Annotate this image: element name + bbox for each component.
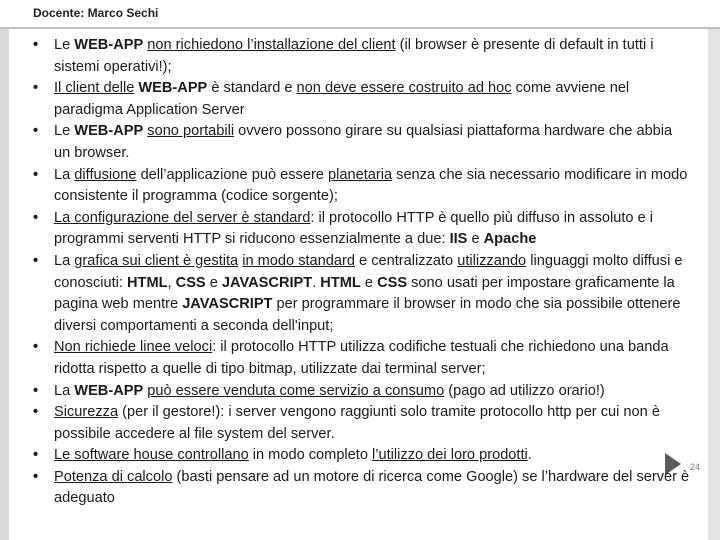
bullet-text-run: IIS (449, 231, 468, 248)
bullet-text-run: WEB-APP (138, 80, 208, 97)
bullet-text-run: sono usati per impostare graficamente la pagina web mentre (54, 274, 675, 313)
bullet-dot-icon: • (33, 166, 39, 183)
bullet-text-run: . (527, 447, 532, 464)
bullet-text-run: dell’applicazione può essere (136, 166, 328, 183)
bullet-item (30, 251, 690, 337)
bullet-dot-icon: • (33, 37, 39, 53)
bullet-text-run: in modo completo (248, 447, 373, 464)
bullet-dot-icon: • (33, 252, 39, 269)
bullet-text-run: e (360, 274, 378, 291)
bullet-text-run: non richiedono (147, 37, 244, 53)
bullet-text-run: come avviene nel paradigma Application Server (54, 80, 630, 118)
bullet-text-run: (il browser è presente di default in tutti i sistemi operativi!); (54, 37, 654, 75)
bullet-text-run: Potenza di calcolo (54, 468, 173, 485)
bullet-text-run: Le (54, 37, 75, 53)
bullet-text-run: Le software house controllano (54, 447, 249, 464)
bullet-text-run: La (54, 382, 75, 399)
bullet-text-run: grafica sui client è gestita (74, 252, 239, 269)
slide-header (0, 0, 720, 27)
bullet-text-run: La (54, 252, 75, 269)
bullet-text-run: l’installazione del client (243, 37, 396, 53)
bullet-text-run: Apache (483, 231, 537, 248)
bullet-text-run: . (312, 274, 321, 291)
bullet-item (30, 121, 690, 164)
bullet-item (30, 381, 690, 403)
bullet-text-run: Le (54, 123, 75, 140)
bullet-item (30, 78, 690, 121)
bullet-text-run: sono portabili (147, 123, 235, 140)
bullet-text-run: (per il gestore!): i server vengono raggiunti solo tramite protocollo http per cui non è possibile accedere al file system del server. (54, 404, 660, 442)
bullet-text-run: CSS (175, 274, 206, 291)
bullet-text-run: : il protocollo HTTP utilizza codifiche testuali che richiedono una banda ridotta rispetto a quelle di tipo bitmap, utilizzate dai terminal server; (54, 339, 669, 377)
bullet-text-run: senza che sia necessario modificare in modo consistente il programma (codice sorgente); (54, 166, 688, 205)
bullet-text-run: può essere venduta come servizio a consumo (147, 382, 445, 399)
bullet-text-run: Il client delle (54, 80, 135, 97)
bullet-dot-icon: • (33, 123, 39, 140)
bullet-text-run: diffusione (74, 166, 137, 183)
bullet-text-run: l’utilizzo dei loro prodotti (372, 447, 528, 464)
bullet-item (30, 337, 690, 380)
bullet-text-run: WEB-APP (74, 123, 144, 140)
bullet-text-run: HTML (127, 274, 168, 291)
bullet-dot-icon: • (33, 447, 39, 464)
header-divider (0, 27, 720, 29)
bullet-text-run: utilizzando (457, 252, 527, 269)
header-title: Docente: Marco Sechi (33, 6, 159, 20)
bullet-text-run: e (467, 231, 484, 248)
bullet-item (30, 467, 690, 510)
bullet-item (30, 445, 690, 467)
bullet-text-run: e centralizzato (355, 252, 458, 269)
bullet-item (30, 208, 690, 251)
bullet-text-run: WEB-APP (74, 37, 144, 53)
bullet-dot-icon: • (33, 209, 39, 226)
left-accent-bar (0, 29, 9, 540)
bullet-text-run: , (167, 274, 176, 291)
bullet-list (30, 35, 690, 510)
bullet-dot-icon: • (33, 339, 39, 356)
bullet-text-run: per programmare il browser in modo che sia possibile ottenere diversi comportamenti a seconda dell'input; (54, 296, 681, 334)
bullet-text-run: La configurazione del server è standard (54, 209, 311, 226)
bullet-item (30, 165, 690, 208)
bullet-text-run: (pago ad utilizzo orario!) (444, 382, 605, 399)
bullet-text-run: (basti pensare ad un motore di ricerca come Google) se l’hardware del server è adeguato (54, 468, 690, 507)
bullet-text-run: JAVASCRIPT (182, 296, 273, 313)
bullet-text-run: JAVASCRIPT (221, 274, 313, 291)
page-number: 24 (690, 462, 701, 472)
bullet-text-run: linguaggi molto diffusi e conosciuti: (54, 252, 683, 291)
bullet-text-run: è standard e (207, 80, 297, 97)
bullet-dot-icon: • (33, 80, 39, 97)
bullet-dot-icon: • (33, 404, 39, 421)
bullet-text-run: Sicurezza (54, 404, 119, 421)
bullet-item (30, 35, 690, 78)
bullet-text-run: : il protocollo HTTP è quello più diffuso in assoluto e i programmi serventi HTTP si riducono essenzialmente a due: (54, 209, 653, 248)
right-accent-bar (708, 29, 720, 540)
bullet-text-run: planetaria (327, 166, 393, 183)
bullet-text-run: in modo standard (242, 252, 355, 269)
bullet-text-run: WEB-APP (74, 382, 144, 399)
bullet-text-run: CSS (377, 274, 408, 291)
bullet-item (30, 402, 690, 445)
bullet-text-run: La (54, 166, 75, 183)
bullet-dot-icon: • (33, 382, 39, 399)
bullet-text-run: HTML (320, 274, 361, 291)
bullet-text-run: Non richiede linee veloci (54, 339, 213, 356)
bullet-text-run: ovvero possono girare su qualsiasi piattaforma hardware che abbia un browser. (54, 123, 673, 161)
bullet-text-run: non deve essere costruito ad hoc (296, 80, 512, 97)
bullet-text-run: e (205, 274, 222, 291)
bullet-dot-icon: • (33, 468, 39, 485)
